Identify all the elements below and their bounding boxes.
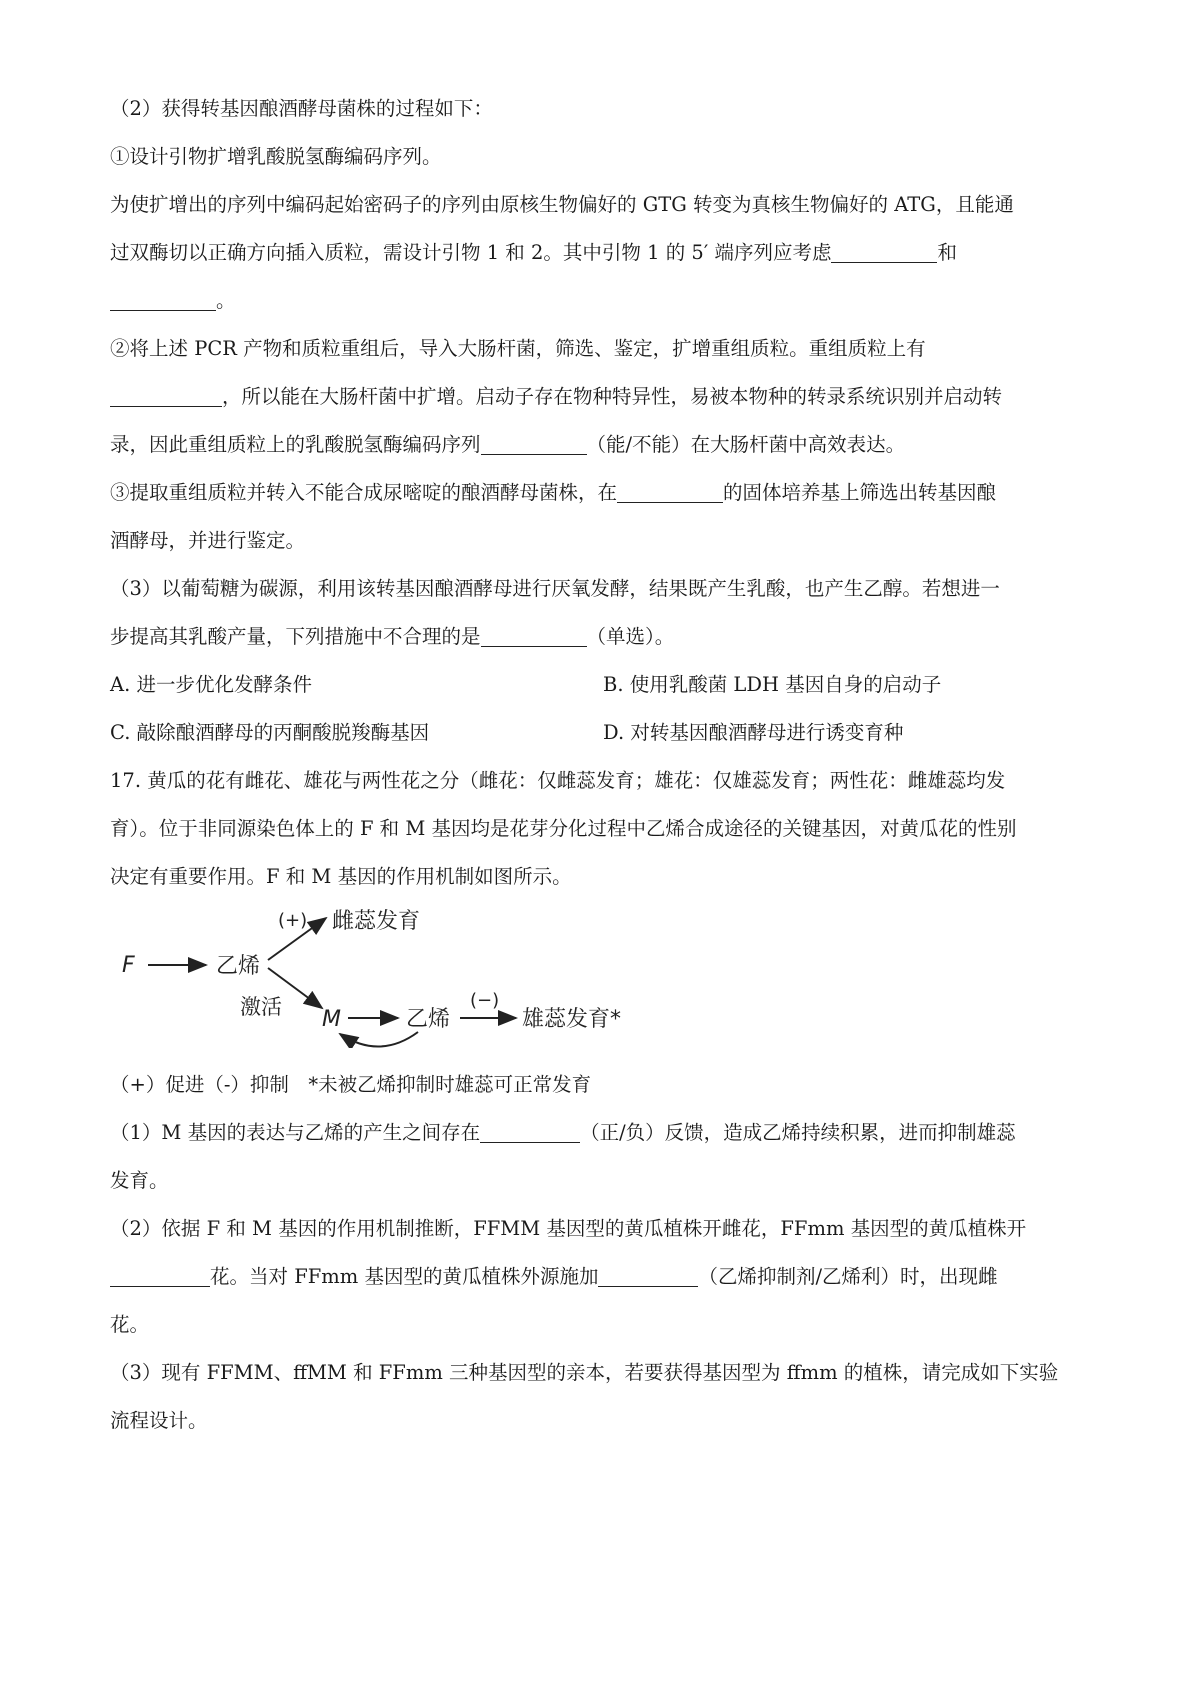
q17-part2-line3: 花。 (110, 1313, 150, 1336)
arrow-feedback-ethylene-to-m (340, 1032, 418, 1047)
q16-step2-text: 录，因此重组质粒上的乳酸脱氢酶编码序列 (110, 433, 481, 456)
q17-part1-text: （1）M 基因的表达与乙烯的产生之间存在 (110, 1121, 481, 1144)
option-b[interactable]: B. 使用乳酸菌 LDH 基因自身的启动子 (603, 673, 942, 696)
inhibit-sign: (−) (470, 990, 500, 1011)
q16-primer-line-2 (110, 287, 236, 315)
q17-text-line: 育）。位于非同源染色体上的 F 和 M 基因均是花芽分化过程中乙烯合成途径的关键基因，对黄瓜花的性别 (110, 817, 1017, 840)
q17-part2-text: 花。当对 FFmm 基因型的黄瓜植株外源施加 (210, 1265, 599, 1288)
ethylene-label: 乙烯 (406, 1007, 451, 1032)
q16-text-line: 为使扩增出的序列中编码起始密码子的序列由原核生物偏好的 GTG 转变为真核生物偏好的 ATG，且能通 (110, 193, 1014, 216)
q16-step1: ①设计引物扩增乳酸脱氢酶编码序列。 (110, 145, 442, 168)
q17-part3: （3）现有 FFMM、ffMM 和 FFmm 三种基因型的亲本，若要获得基因型为 ffmm 的植株，请完成如下实验 (110, 1361, 1059, 1384)
q16-primer-line (110, 239, 957, 267)
q16-step3-line2: 酒酵母，并进行鉴定。 (110, 529, 306, 552)
period-text: 。 (216, 289, 236, 312)
q16-part3-line2 (110, 623, 674, 651)
activate-label: 激活 (240, 995, 282, 1019)
answer-blank[interactable] (598, 1266, 698, 1287)
pistil-development-label: 雌蕊发育 (332, 909, 421, 934)
ethylene-label: 乙烯 (216, 954, 261, 979)
answer-blank[interactable] (480, 1122, 580, 1143)
q17-part1-line2: 发育。 (110, 1169, 169, 1192)
answer-blank[interactable] (481, 434, 587, 455)
q16-part3-text: 步提高其乳酸产量，下列措施中不合理的是 (110, 625, 481, 648)
q16-step2-text: （能/不能）在大肠杆菌中高效表达。 (586, 433, 906, 456)
q16-step3-text: ③提取重组质粒并转入不能合成尿嘧啶的酿酒酵母菌株，在 (110, 481, 618, 504)
answer-blank[interactable] (481, 626, 587, 647)
option-d[interactable]: D. 对转基因酿酒酵母进行诱变育种 (603, 721, 904, 744)
stamen-development-label: 雄蕊发育* (522, 1007, 622, 1032)
q17-part2: （2）依据 F 和 M 基因的作用机制推断，FFMM 基因型的黄瓜植株开雌花，FFmm 基因型的黄瓜植株开 (110, 1217, 1027, 1240)
q17-part2-line2 (110, 1263, 998, 1291)
answer-blank[interactable] (831, 242, 937, 263)
option-a[interactable]: A. 进一步优化发酵条件 (110, 673, 312, 696)
q16-step3-text: 的固体培养基上筛选出转基因酿 (723, 481, 997, 504)
q17-part2-text: （乙烯抑制剂/乙烯利）时，出现雌 (698, 1265, 998, 1288)
q16-and-text: 和 (937, 241, 957, 264)
answer-blank[interactable] (617, 482, 723, 503)
gene-m-label: M (322, 1007, 341, 1032)
q16-step2: ②将上述 PCR 产物和质粒重组后，导入大肠杆菌，筛选、鉴定，扩增重组质粒。重组质粒上有 (110, 337, 926, 360)
q16-step2-line3 (110, 431, 905, 459)
q16-step2-text: ，所以能在大肠杆菌中扩增。启动子存在物种特异性，易被本物种的转录系统识别并启动转 (222, 385, 1003, 408)
q16-step3 (110, 479, 996, 507)
promote-sign: (+) (278, 910, 308, 931)
diagram-legend: （+）促进（-）抑制 *未被乙烯抑制时雄蕊可正常发育 (110, 1073, 592, 1096)
gene-f-label: F (122, 953, 135, 978)
q17-part1-text: （正/负）反馈，造成乙烯持续积累，进而抑制雄蕊 (580, 1121, 1016, 1144)
gene-mechanism-diagram (118, 908, 678, 1048)
q16-part3-heading: （3）以葡萄糖为碳源，利用该转基因酿酒酵母进行厌氧发酵，结果既产生乳酸，也产生乙醇。若想进一 (110, 577, 1000, 600)
answer-blank[interactable] (110, 1266, 210, 1287)
answer-blank[interactable] (110, 290, 216, 311)
option-c[interactable]: C. 敲除酿酒酵母的丙酮酸脱羧酶基因 (110, 721, 430, 744)
q16-part3-text: （单选）。 (586, 625, 675, 648)
q17-text-line: 决定有重要作用。F 和 M 基因的作用机制如图所示。 (110, 865, 572, 888)
answer-blank[interactable] (110, 386, 222, 407)
q17-part1 (110, 1119, 1016, 1147)
q16-part2-heading: （2）获得转基因酿酒酵母菌株的过程如下： (110, 97, 493, 120)
q17-part3-line2: 流程设计。 (110, 1409, 208, 1432)
q17-heading: 17. 黄瓜的花有雌花、雄花与两性花之分（雌花：仅雌蕊发育；雄花：仅雄蕊发育；两性花：雌雄蕊均发 (110, 769, 1006, 792)
q16-step2-line2 (110, 383, 1002, 411)
q16-primer-text: 过双酶切以正确方向插入质粒，需设计引物 1 和 2。其中引物 1 的 5′ 端序列应考虑 (110, 241, 832, 264)
